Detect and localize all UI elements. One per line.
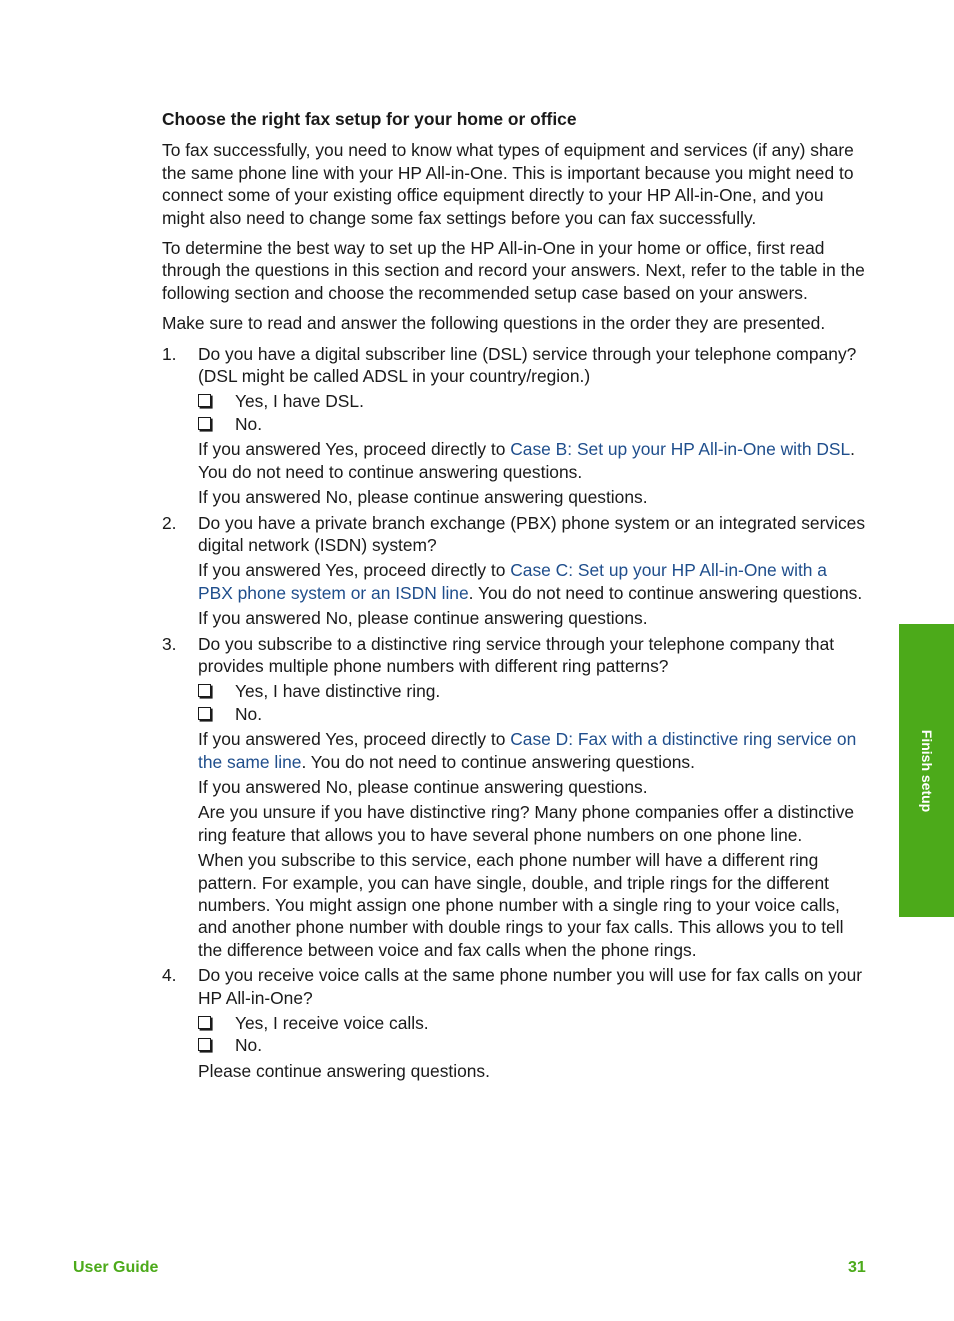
question-number: 2.	[162, 512, 177, 533]
checkbox-icon[interactable]	[198, 684, 211, 697]
side-tab-label: Finish setup	[918, 729, 935, 812]
option-label: Yes, I receive voice calls.	[235, 1013, 429, 1034]
checkbox-icon[interactable]	[198, 1016, 211, 1029]
question-2	[162, 512, 866, 630]
intro-paragraph-2: To determine the best way to set up the HP All-in-One in your home or office, first read through the questions in this section and record your answers. Next, refer to the table in the following section and choose the recommended setup case based on your answers.	[162, 238, 865, 303]
instruction-text: . You do not need to continue answering questions.	[198, 439, 856, 482]
no-instruction: If you answered No, please continue answering questions.	[198, 487, 648, 508]
continue-instruction: Please continue answering questions.	[198, 1060, 490, 1081]
instruction-text: If you answered Yes, proceed directly to	[198, 729, 511, 750]
yes-instruction	[198, 728, 866, 773]
option-label: No.	[235, 1035, 263, 1056]
question-1	[162, 343, 866, 509]
option-label: No.	[235, 413, 263, 434]
option-yes[interactable]	[198, 390, 866, 412]
option-yes[interactable]	[198, 1012, 866, 1034]
answer-options	[198, 390, 866, 435]
answer-options	[198, 680, 866, 725]
question-3	[162, 633, 866, 962]
checkbox-icon[interactable]	[198, 417, 211, 430]
intro-paragraph-1: To fax successfully, you need to know what types of equipment and services (if any) share the same phone line with your HP All-in-One. This is important because you might need to connect some of your existing office equipment directly to your HP All-in-One, and you might also need to change some fax settings before you can fax successfully.	[162, 140, 854, 228]
question-text: Do you subscribe to a distinctive ring service through your telephone company that provides multiple phone numbers with different ring patterns?	[198, 633, 835, 676]
question-4	[162, 964, 866, 1082]
case-d-link[interactable]: Case D: Fax with a distinctive ring service on the same line	[198, 729, 857, 772]
question-number: 4.	[162, 965, 177, 986]
option-label: Yes, I have DSL.	[235, 391, 364, 412]
section-heading: Choose the right fax setup for your home or office	[162, 109, 577, 129]
distinctive-ring-note: Are you unsure if you have distinctive ring? Many phone companies offer a distinctive ring feature that allows you to have several phone numbers on one phone line.	[198, 802, 855, 845]
option-no[interactable]	[198, 703, 866, 725]
no-instruction: If you answered No, please continue answering questions.	[198, 608, 648, 629]
question-list	[162, 343, 866, 1083]
checkbox-icon[interactable]	[198, 1038, 211, 1051]
page-content	[162, 108, 866, 1085]
answer-options	[198, 1012, 866, 1057]
question-text: Do you have a digital subscriber line (DSL) service through your telephone company? (DSL might be called ADSL in your country/region.)	[198, 343, 857, 387]
question-number: 1.	[162, 343, 177, 364]
option-yes[interactable]	[198, 680, 866, 702]
section-side-tab	[899, 624, 954, 917]
footer-guide-title: User Guide	[73, 1259, 159, 1276]
case-b-link[interactable]: Case B: Set up your HP All-in-One with DSL	[510, 439, 851, 460]
instruction-text: . You do not need to continue answering questions.	[468, 582, 863, 603]
option-label: No.	[235, 703, 263, 724]
question-number: 3.	[162, 633, 177, 654]
option-label: Yes, I have distinctive ring.	[235, 681, 441, 702]
question-text: Do you receive voice calls at the same phone number you will use for fax calls on your HP All-in-One?	[198, 965, 863, 1008]
yes-instruction	[198, 438, 866, 483]
case-c-link[interactable]: Case C: Set up your HP All-in-One with a PBX phone system or an ISDN line	[198, 560, 827, 603]
checkbox-icon[interactable]	[198, 707, 211, 720]
footer-page-number: 31	[848, 1259, 866, 1276]
yes-instruction	[198, 559, 866, 604]
instruction-text: . You do not need to continue answering questions.	[301, 751, 695, 772]
question-text: Do you have a private branch exchange (PBX) phone system or an integrated services digital network (ISDN) system?	[198, 512, 866, 555]
instruction-text: If you answered Yes, proceed directly to	[198, 439, 511, 460]
instruction-text: If you answered Yes, proceed directly to	[198, 560, 511, 581]
no-instruction: If you answered No, please continue answering questions.	[198, 776, 648, 797]
distinctive-ring-explanation: When you subscribe to this service, each phone number will have a different ring pattern. For example, you can have single, double, and triple rings for the different numbers. You might assign one phone number with a single ring to your voice calls, and another phone number with double rings to your fax calls. This allows you to tell the difference between voice and fax calls when the phone rings.	[198, 850, 844, 960]
intro-paragraph-3: Make sure to read and answer the following questions in the order they are presented.	[162, 313, 826, 334]
option-no[interactable]	[198, 413, 866, 435]
checkbox-icon[interactable]	[198, 394, 211, 407]
option-no[interactable]	[198, 1034, 866, 1056]
